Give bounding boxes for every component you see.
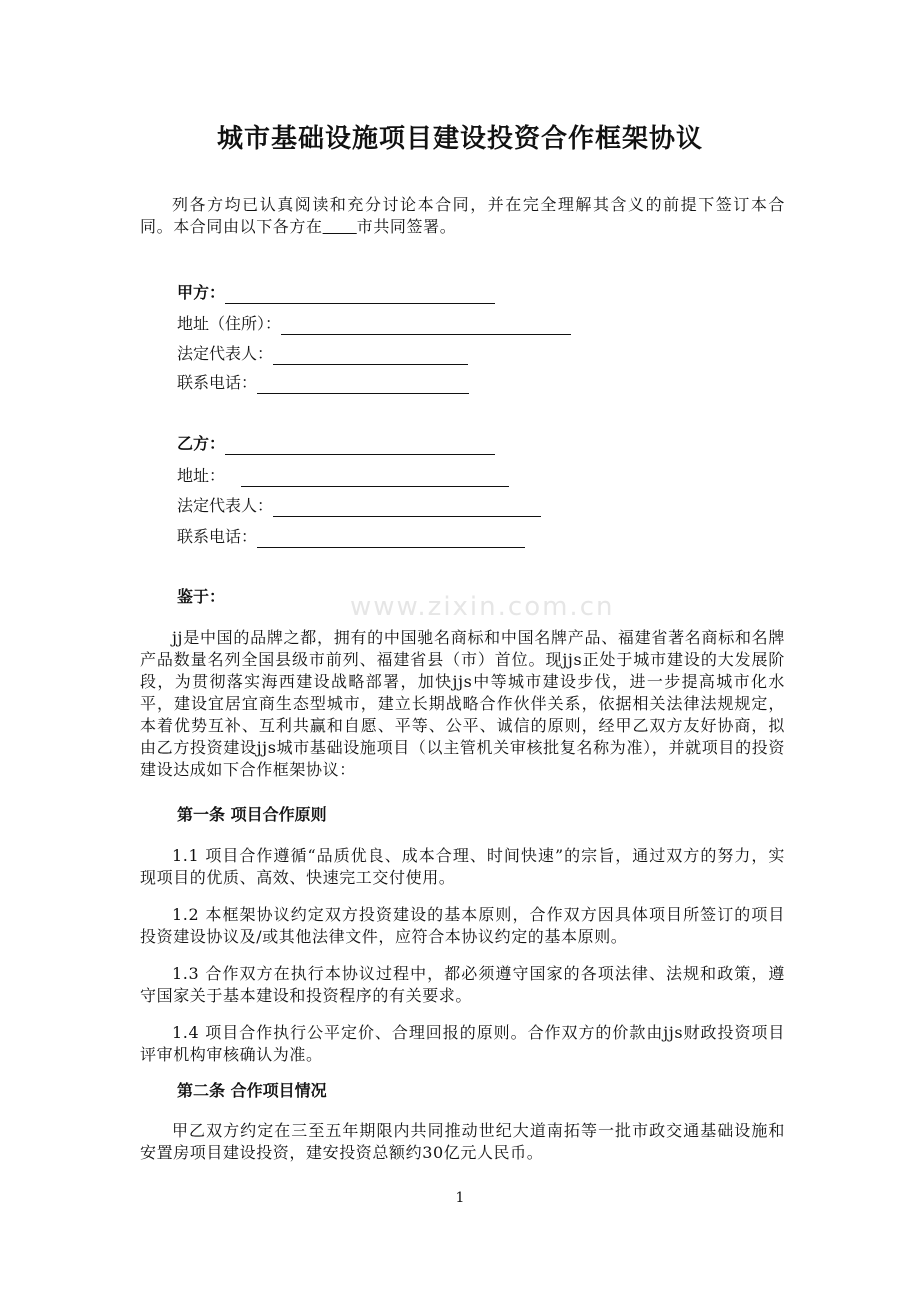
party-a-rep-line[interactable] — [273, 346, 468, 365]
party-b-phone-field — [177, 526, 525, 548]
party-a-rep-field — [177, 343, 468, 365]
page-number: 1 — [455, 1190, 465, 1206]
article-1-clause-2: 1.2 本框架协议约定双方投资建设的基本原则，合作双方因具体项目所签订的项目投资建设协议及/或其他法律文件，应符合本协议约定的基本原则。 — [140, 905, 785, 946]
party-a-phone-line[interactable] — [257, 375, 469, 394]
article-1-clause-4: 1.4 项目合作执行公平定价、合理回报的原则。合作双方的价款由jjs财政投资项目评审机构审核确认为准。 — [140, 1023, 785, 1064]
party-a-name-field — [177, 282, 495, 304]
article-1-clause-1: 1.1 项目合作遵循“品质优良、成本合理、时间快速”的宗旨，通过双方的努力，实现项目的优质、高效、快速完工交付使用。 — [140, 846, 785, 887]
party-a-address-field — [177, 313, 571, 335]
article-1-heading: 第一条 项目合作原则 — [177, 805, 327, 824]
party-b-name-line[interactable] — [225, 436, 495, 455]
party-b-phone-line[interactable] — [257, 529, 525, 548]
party-a-phone-label: 联系电话： — [177, 373, 258, 392]
party-a-phone-field — [177, 372, 469, 394]
party-b-phone-label: 联系电话： — [177, 527, 258, 546]
whereas-heading: 鉴于： — [177, 587, 226, 606]
party-b-address-line[interactable] — [241, 468, 509, 487]
article-1-clause-3: 1.3 合作双方在执行本协议过程中，都必须遵守国家的各项法律、法规和政策，遵守国家关于基本建设和投资程序的有关要求。 — [140, 964, 785, 1005]
party-b-address-label: 地址： — [177, 466, 226, 485]
party-a-address-label: 地址（住所）： — [177, 314, 282, 333]
article-2-heading: 第二条 合作项目情况 — [177, 1081, 327, 1100]
party-b-name-field — [177, 433, 495, 455]
party-a-name-line[interactable] — [225, 285, 495, 304]
party-a-address-line[interactable] — [281, 316, 571, 335]
city-blank — [323, 217, 357, 236]
party-b-rep-label: 法定代表人： — [177, 496, 274, 515]
page-title: 城市基础设施项目建设投资合作框架协议 — [216, 124, 703, 154]
party-b-address-field — [177, 465, 509, 487]
watermark: www.zixin.com.cn — [350, 592, 615, 622]
party-a-rep-label: 法定代表人： — [177, 344, 274, 363]
whereas-paragraph: jj是中国的品牌之都，拥有的中国驰名商标和中国名牌产品、福建省著名商标和名牌产品数量名列全国县级市前列、福建省县（市）首位。现jjs正处于城市建设的大发展阶段，为贯彻落实海西建设战略部署，加快jjs中等城市建设步伐，进一步提高城市化水平，建设宜居宜商生态型城市，建立长期战略合作伙伴关系，依据相关法律法规规定，本着优势互补、互利共赢和自愿、平等、公平、诚信的原则，经甲乙双方友好协商，拟由乙方投资建设jjs城市基础设施项目（以主管机关审核批复名称为准），并就项目的投资建设达成如下合作框架协议： — [140, 628, 785, 779]
article-2-paragraph: 甲乙双方约定在三至五年期限内共同推动世纪大道南拓等一批市政交通基础设施和安置房项目建设投资，建安投资总额约30亿元人民币。 — [140, 1121, 785, 1162]
party-b-name-label: 乙方： — [177, 434, 226, 453]
party-b-rep-field — [177, 495, 541, 517]
party-b-rep-line[interactable] — [273, 498, 541, 517]
intro-paragraph: 列各方均已认真阅读和充分讨论本合同，并在完全理解其含义的前提下签订本合同。本合同由以下各方在 市共同签署。 — [140, 195, 785, 236]
party-a-name-label: 甲方： — [177, 283, 226, 302]
